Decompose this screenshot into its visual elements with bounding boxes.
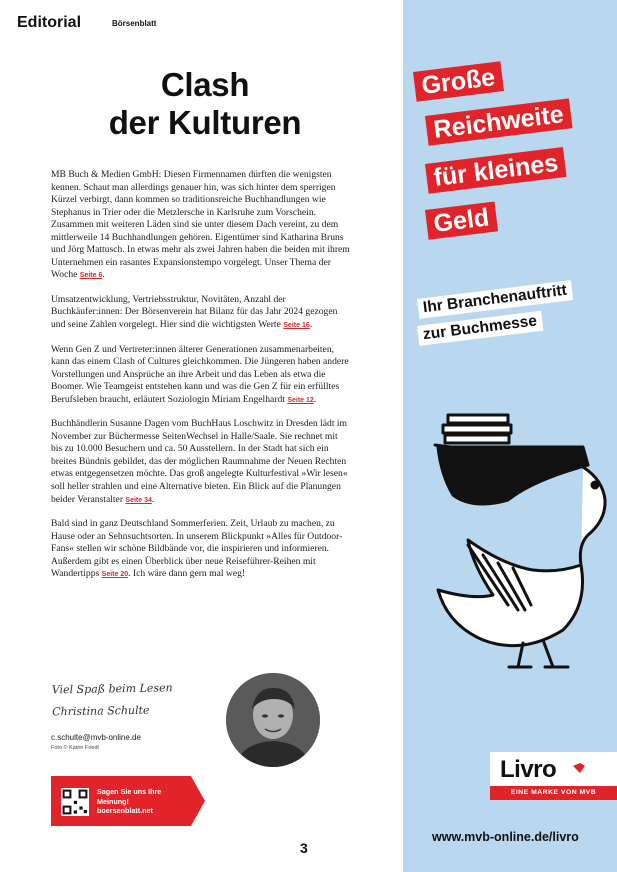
page-number: 3 xyxy=(300,840,308,856)
livro-bird-icon xyxy=(572,762,586,774)
paragraph: Bald sind in ganz Deutschland Sommerferien. Zeit, Urlaub zu machen, zu Hause oder an Sehnsuchtsorten. In unserem Blickpunkt »Alles für Outdoor-Fans« stellen wir schöne Bildbände vor, die inspirieren und informieren. Außerdem gibt es einen Überblick über neue Reiseführer-Reihen mit Wandertipps Seite 20. Ich wäre dann gern mal weg! xyxy=(51,518,343,580)
paragraph: MB Buch & Medien GmbH: Diesen Firmennamen dürften die wenigsten kennen. Schaut man allerdings genauer hin, was sich hinter dem sperrigen Kürzel verbirgt, dann kommen so traditionsreiche Buchhandlungen wie Stephanus in Trier oder die Metzlersche in Karlsruhe zum Vorschein. Zusammen mit weiteren Läden sind sie unter diesem Dach vereint, zu dem mittlerweile 14 Buchhandlungen gehören. Eigentümer sind Katharina Bruns und Jörg Mattusch. In etwas mehr als zwei Jahren haben die beiden mit ihrem Unternehmen ein rasantes Expansionstempo vorgelegt. Unser Thema der Woche Seite 6. xyxy=(51,169,350,281)
ad-headline-line-2: Reichweite xyxy=(425,98,572,145)
page-reference-link[interactable]: Seite 12 xyxy=(287,396,314,404)
qr-code-icon xyxy=(61,788,89,816)
section-label: Editorial xyxy=(17,14,82,31)
ad-subline-2: zur Buchmesse xyxy=(417,311,543,346)
brand-label: Börsenblatt xyxy=(112,19,157,28)
advertisement-panel xyxy=(403,0,617,872)
portrait-illustration xyxy=(226,673,320,767)
paragraph: Umsatzentwicklung, Vertriebsstruktur, Novitäten, Anzahl der Buchkäufer:innen: Der Börsenverein hat Bilanz für das Jahr 2024 gezogen und seine Zahlen vorgelegt. Hier sind die wichtigsten Werte Seite 16. xyxy=(51,293,338,331)
editorial-body xyxy=(51,169,351,593)
pelican-illustration xyxy=(413,405,617,675)
livro-logo xyxy=(490,752,617,800)
livro-wordmark: Livro xyxy=(500,756,557,783)
photo-credit: Foto © Katrin Friedl xyxy=(51,745,99,751)
ad-url-link[interactable]: www.mvb-online.de/livro xyxy=(432,830,579,844)
page-reference-link[interactable]: Seite 6 xyxy=(79,272,103,280)
ad-headline-line-1: Große xyxy=(413,61,504,101)
ad-headline-line-4: Geld xyxy=(425,202,498,240)
author-email[interactable]: c.schulte@mvb-online.de xyxy=(51,733,141,742)
handwritten-signature: Viel Spaß beim Lesen Christina Schulte xyxy=(51,681,173,719)
page-reference-link[interactable]: Seite 34 xyxy=(125,496,152,504)
feedback-banner[interactable]: Sagen Sie uns Ihre Meinung! boersenblatt.net xyxy=(51,776,205,826)
title-line-1: Clash xyxy=(160,66,250,103)
paragraph: Buchhändlerin Susanne Dagen vom BuchHaus Loschwitz in Dresden lädt im November zur Büchermesse SeitenWechsel in Halle/Saale. Sie rechnet mit bis zu 10.000 Besuchern und ca. 50 Ausstellern. In der Stadt hat sich ein breites Bündnis gebildet, das der möglichen Raumnahme der Neuen Rechten etwas entgegensetzen möchte. Das groß angelegte Kulturfestival »Wir lesen« soll heller strahlen und eine Alternative bieten. Ein Blick auf die Planungen beider Veranstalter Seite 34. xyxy=(51,418,348,505)
ad-subline-1: Ihr Branchenauftritt xyxy=(417,280,573,319)
paragraph: Wenn Gen Z und Vertreter:innen älterer Generationen zusammenarbeiten, kann das einem Clash of Cultures gleichkommen. Die Jüngeren haben andere Vorstellungen und Ansprüche an ihre Arbeit und das Leben als etwa die Boomer. Wie Teamgeist entstehen kann und was die Gen Z für ein erfülltes Berufsleben braucht, erläutert Soziologin Miriam Engelhardt Seite 12. xyxy=(51,343,349,405)
author-portrait xyxy=(226,673,320,767)
livro-tagline: EINE MARKE VON MVB xyxy=(490,786,617,800)
title-line-2: der Kulturen xyxy=(108,104,302,141)
page-title xyxy=(20,66,390,142)
ad-headline-line-3: für kleines xyxy=(425,147,567,194)
page-reference-link[interactable]: Seite 20 xyxy=(101,571,129,579)
page-reference-link[interactable]: Seite 16 xyxy=(283,322,310,330)
